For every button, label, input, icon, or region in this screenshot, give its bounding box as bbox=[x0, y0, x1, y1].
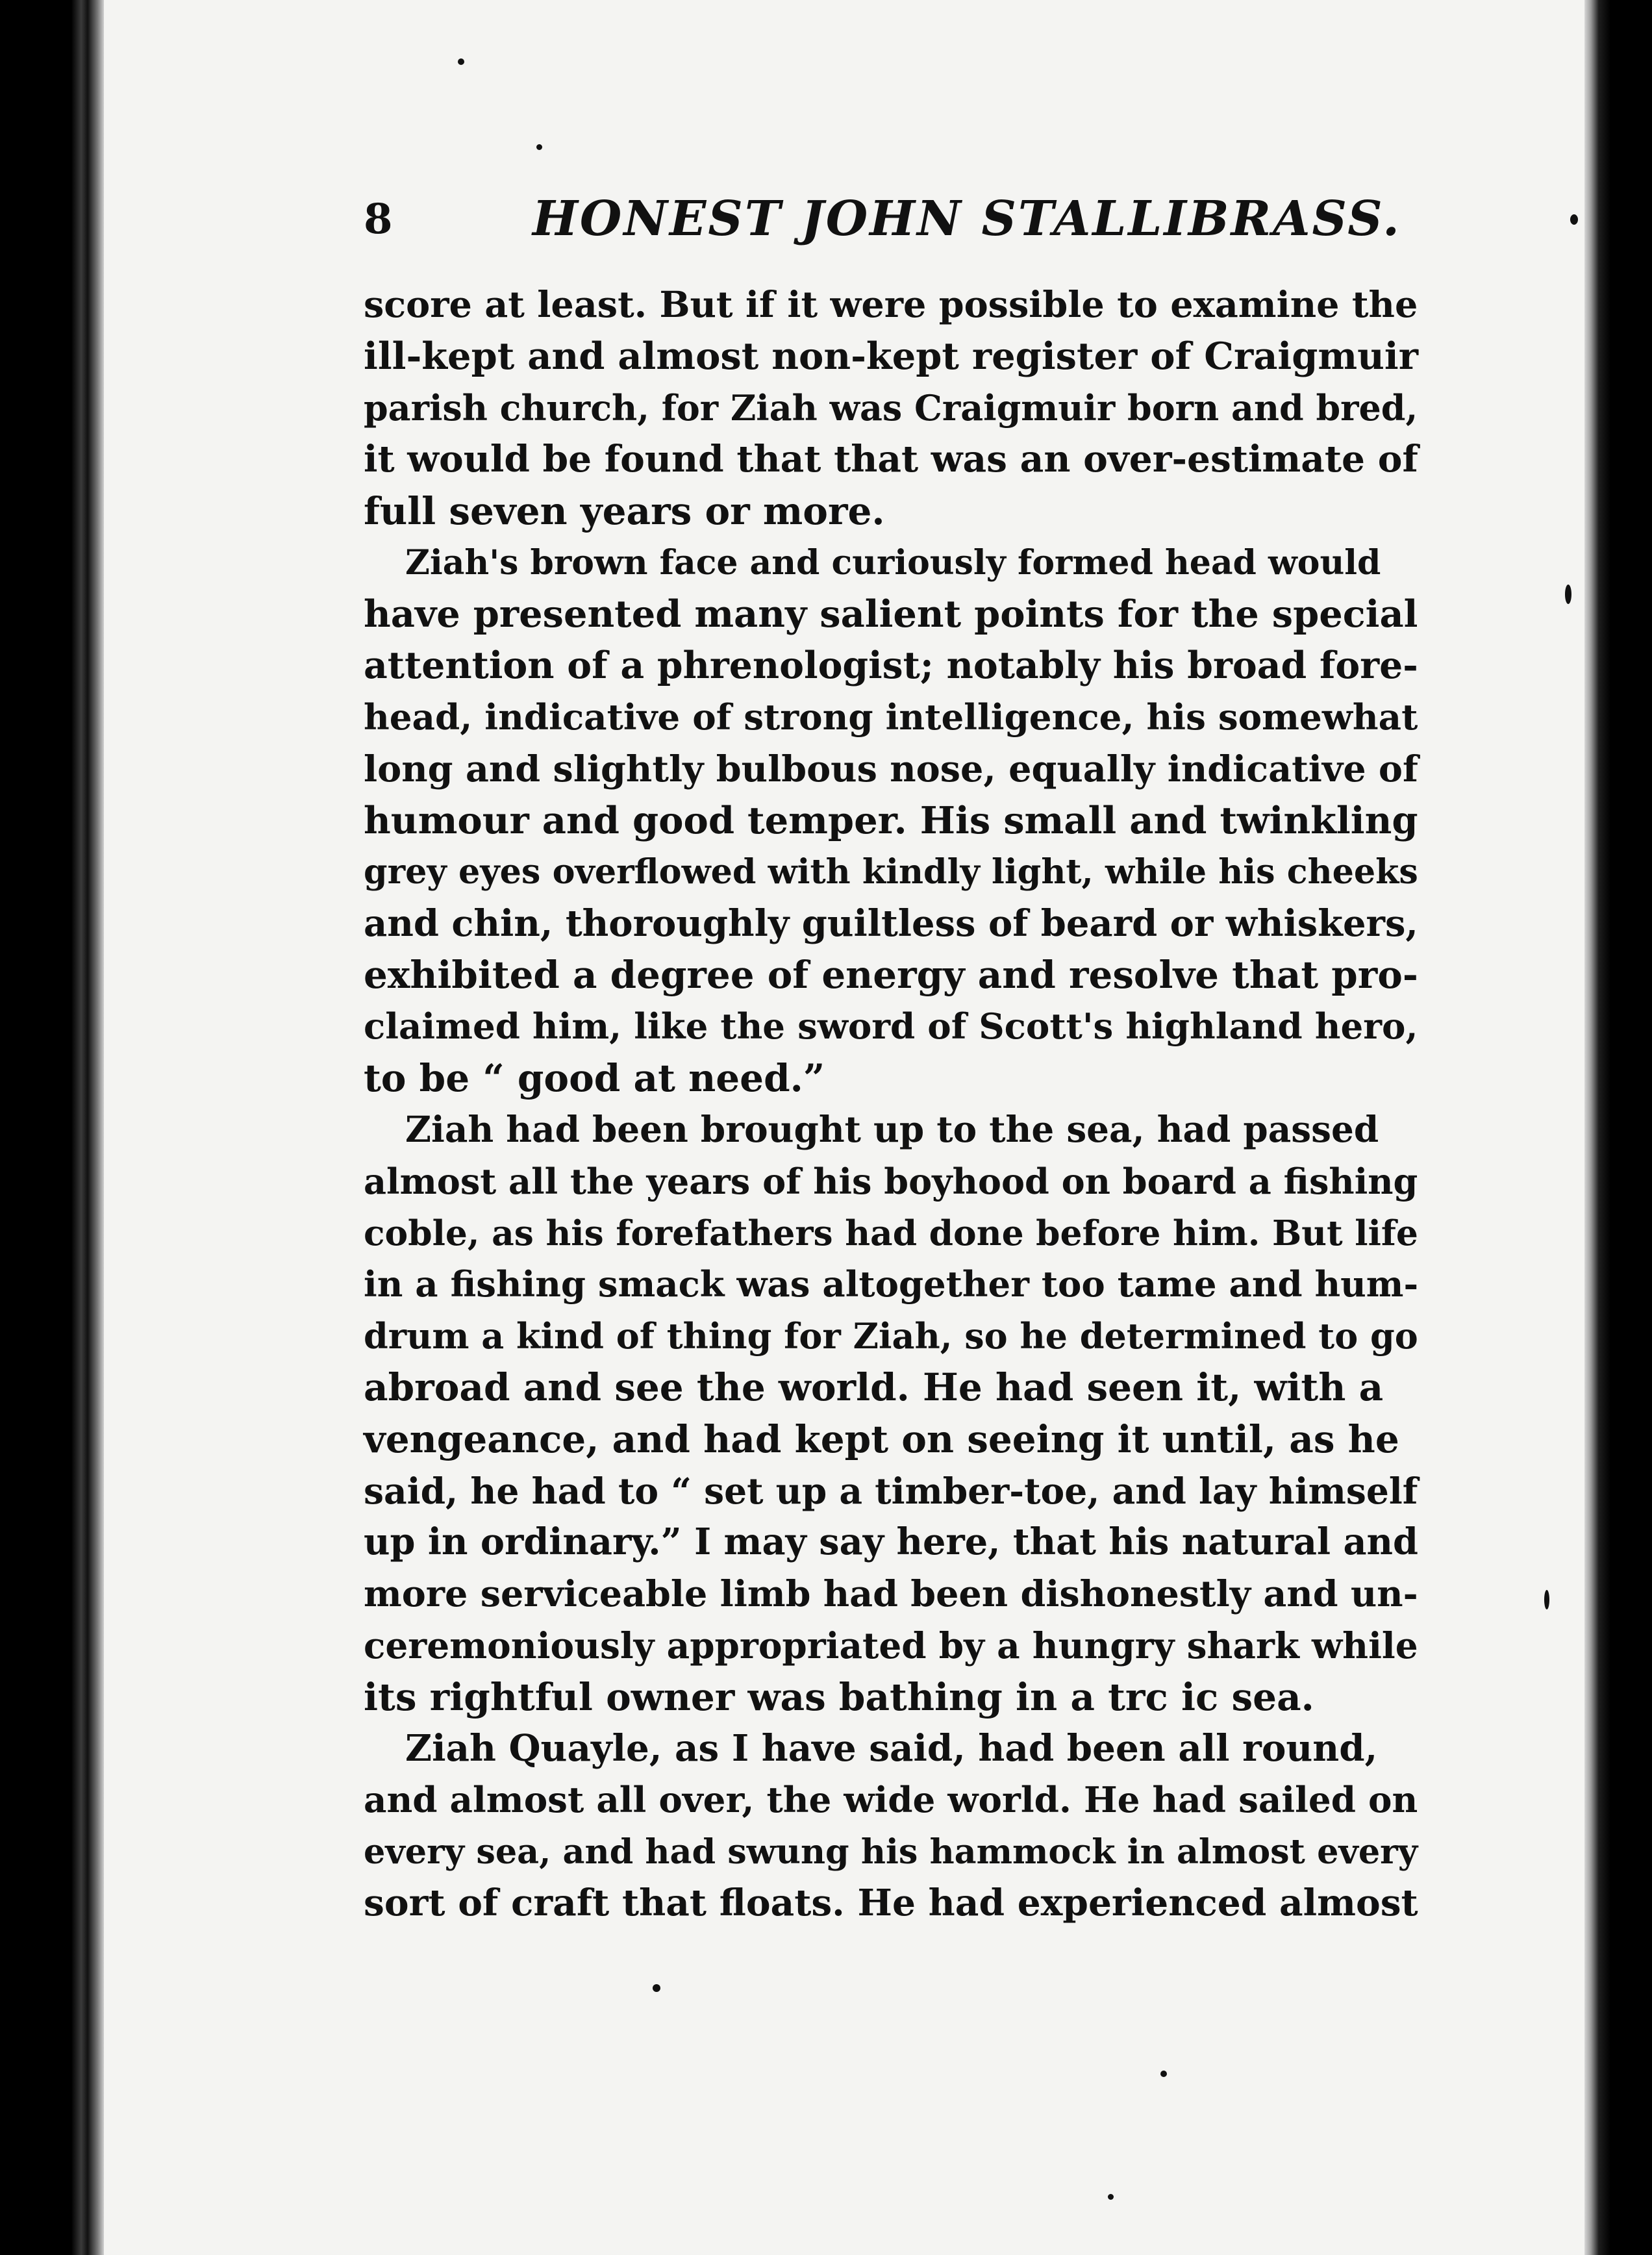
text-line: drum a kind of thing for Ziah, so he determined to go bbox=[364, 1315, 1418, 1357]
text-line: exhibited a degree of energy and resolve that pro- bbox=[364, 953, 1418, 998]
page-number: 8 bbox=[364, 195, 393, 244]
running-head: HONEST JOHN STALLIBRASS. bbox=[532, 191, 1401, 247]
text-line: it would be found that that was an over-estimate of bbox=[364, 438, 1418, 481]
text-line: have presented many salient points for the special bbox=[364, 592, 1418, 636]
text-line: every sea, and had swung his hammock in almost every bbox=[364, 1832, 1418, 1872]
text-line: Ziah had been brought up to the sea, had passed bbox=[405, 1109, 1379, 1151]
page-header bbox=[364, 187, 1597, 258]
text-line: and almost all over, the wide world. He had sailed on bbox=[364, 1779, 1418, 1821]
text-line: claimed him, like the sword of Scott's highland hero, bbox=[364, 1005, 1418, 1048]
text-line: almost all the years of his boyhood on board a fishing bbox=[364, 1160, 1418, 1202]
text-line: more serviceable limb had been dishonestly and un- bbox=[364, 1572, 1418, 1615]
ink-speck bbox=[536, 144, 542, 150]
text-line: head, indicative of strong intelligence, his somewhat bbox=[364, 696, 1418, 738]
text-line: Ziah's brown face and curiously formed head would bbox=[405, 542, 1381, 583]
page-binding-shadow bbox=[0, 0, 104, 2255]
ink-speck bbox=[653, 1984, 660, 1992]
text-line: ill-kept and almost non-kept register of Craigmuir bbox=[364, 334, 1418, 379]
text-line: grey eyes overflowed with kindly light, while his cheeks bbox=[364, 852, 1418, 892]
ink-speck bbox=[1160, 2071, 1167, 2077]
text-line: full seven years or more. bbox=[364, 488, 885, 533]
ink-speck bbox=[1565, 585, 1571, 604]
text-line: attention of a phrenologist; notably his broad fore- bbox=[364, 644, 1418, 687]
text-line: long and slightly bulbous nose, equally indicative of bbox=[364, 748, 1418, 790]
ink-speck bbox=[458, 58, 464, 65]
ink-speck bbox=[1108, 2194, 1114, 2200]
text-line: score at least. But if it were possible to examine the bbox=[364, 284, 1418, 326]
text-line: coble, as his forefathers had done before him. But life bbox=[364, 1213, 1418, 1254]
text-line: and chin, thoroughly guiltless of beard or whiskers, bbox=[364, 902, 1418, 945]
text-line: parish church, for Ziah was Craigmuir born and bred, bbox=[364, 386, 1418, 429]
text-line: sort of craft that floats. He had experienced almost bbox=[364, 1882, 1418, 1925]
ink-speck bbox=[1570, 214, 1578, 225]
text-line: to be “ good at need.” bbox=[364, 1055, 825, 1100]
text-line: up in ordinary.” I may say here, that his natural and bbox=[364, 1521, 1418, 1564]
text-line: abroad and see the world. He had seen it, with a bbox=[364, 1365, 1384, 1410]
text-line: said, he had to “ set up a timber-toe, and lay himself bbox=[364, 1469, 1418, 1512]
text-line: vengeance, and had kept on seeing it until, as he bbox=[364, 1417, 1399, 1461]
text-line: Ziah Quayle, as I have said, had been all round, bbox=[405, 1726, 1378, 1770]
text-line: its rightful owner was bathing in a trc ic sea. bbox=[364, 1674, 1314, 1719]
text-line: humour and good temper. His small and twinkling bbox=[364, 798, 1418, 842]
text-line: ceremoniously appropriated by a hungry shark while bbox=[364, 1624, 1418, 1667]
text-line: in a fishing smack was altogether too tame and hum- bbox=[364, 1263, 1419, 1305]
ink-speck bbox=[1544, 1590, 1549, 1609]
page-edge-bar bbox=[1617, 0, 1636, 2255]
body-text bbox=[364, 279, 1419, 1930]
